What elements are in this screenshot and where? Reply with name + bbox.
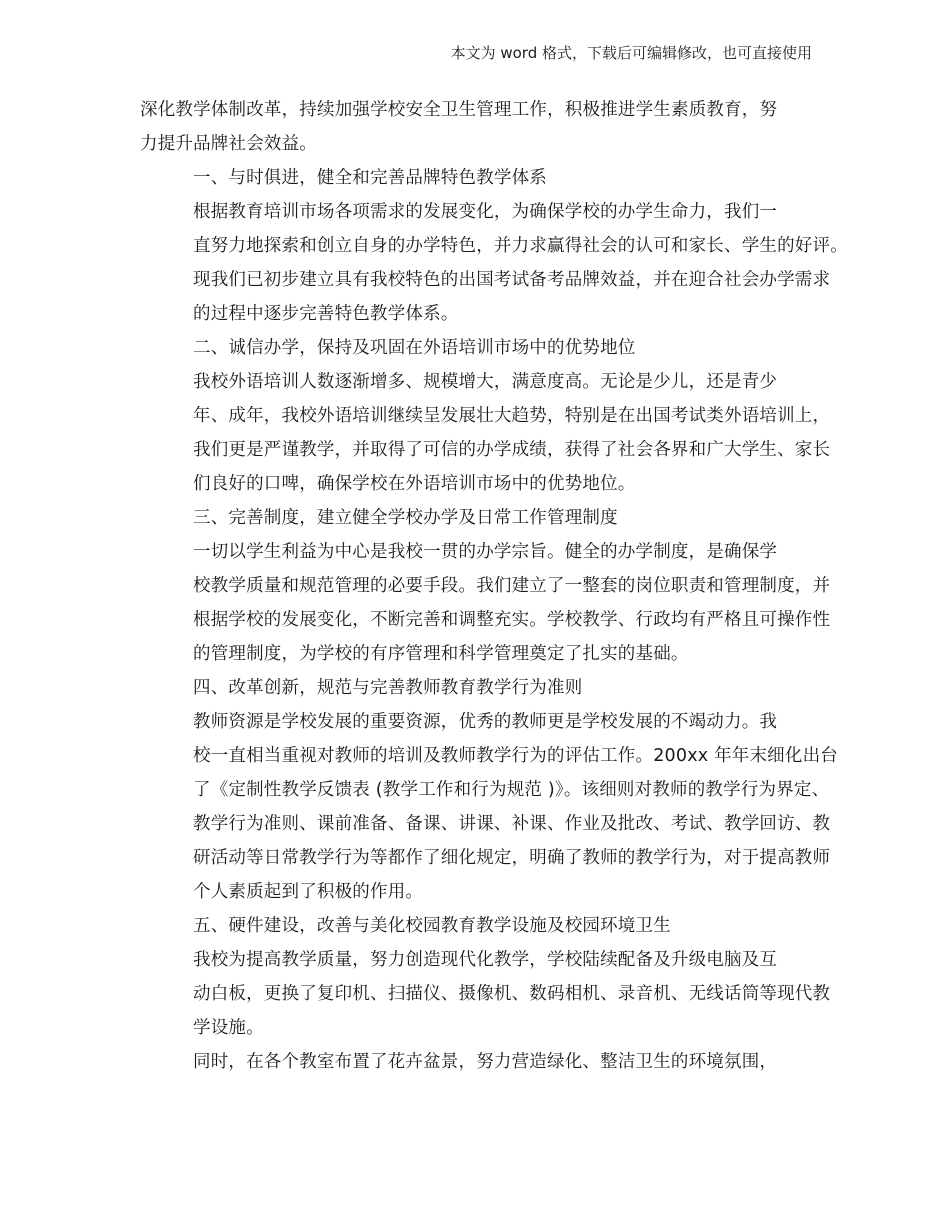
text-line: 动白板，更换了复印机、扫描仪、摄像机、数码相机、录音机、无线话筒等现代教 bbox=[193, 984, 831, 1004]
paragraph bbox=[140, 365, 830, 501]
paragraph bbox=[140, 331, 830, 365]
text-line: 深化教学体制改革，持续加强学校安全卫生管理工作，积极推进学生素质教育，努 bbox=[140, 100, 778, 120]
text-line: 了《定制性教学反馈表 (教学工作和行为规范 )》。该细则对教师的教学行为界定、 bbox=[193, 780, 830, 800]
text-line: 年、成年，我校外语培训继续呈发展壮大趋势，特别是在出国考试类外语培训上， bbox=[193, 406, 831, 426]
text-line: 我校为提高教学质量，努力创造现代化教学，学校陆续配备及升级电脑及互 bbox=[193, 950, 778, 970]
text-line: 三、完善制度，建立健全学校办学及日常工作管理制度 bbox=[193, 508, 618, 528]
paragraph bbox=[140, 943, 830, 1045]
paragraph bbox=[140, 195, 848, 331]
text-line: 的管理制度，为学校的有序管理和科学管理奠定了扎实的基础。 bbox=[193, 644, 689, 664]
paragraph bbox=[140, 909, 830, 943]
text-line: 五、硬件建设，改善与美化校园教育教学设施及校园环境卫生 bbox=[193, 916, 671, 936]
text-line: 我们更是严谨教学，并取得了可信的办学成绩，获得了社会各界和广大学生、家长 bbox=[193, 440, 831, 460]
text-line: 校一直相当重视对教师的培训及教师教学行为的评估工作。200xx 年年末细化出台 bbox=[193, 746, 838, 766]
header-note: 本文为 word 格式，下载后可编辑修改，也可直接使用 bbox=[450, 44, 812, 62]
paragraph bbox=[140, 705, 838, 909]
text-line: 根据学校的发展变化，不断完善和调整充实。学校教学、行政均有严格且可操作性 bbox=[193, 610, 831, 630]
text-line: 研活动等日常教学行为等都作了细化规定，明确了教师的教学行为，对于提高教师 bbox=[193, 848, 831, 868]
text-line: 教师资源是学校发展的重要资源，优秀的教师更是学校发展的不竭动力。我 bbox=[193, 712, 778, 732]
text-line: 我校外语培训人数逐渐增多、规模增大，满意度高。无论是少儿，还是青少 bbox=[193, 372, 778, 392]
text-line: 的过程中逐步完善特色教学体系。 bbox=[193, 304, 459, 324]
text-line: 同时，在各个教室布置了花卉盆景，努力营造绿化、整洁卫生的环境氛围， bbox=[193, 1052, 778, 1072]
text-line: 们良好的口啤，确保学校在外语培训市场中的优势地位。 bbox=[193, 474, 636, 494]
text-line: 教学行为准则、课前准备、备课、讲课、补课、作业及批改、考试、教学回访、教 bbox=[193, 814, 831, 834]
text-line: 四、改革创新，规范与完善教师教育教学行为准则 bbox=[193, 678, 583, 698]
paragraph bbox=[140, 1045, 830, 1079]
text-line: 一切以学生利益为中心是我校一贯的办学宗旨。健全的办学制度，是确保学 bbox=[193, 542, 778, 562]
text-line: 学设施。 bbox=[193, 1018, 264, 1038]
paragraph bbox=[140, 161, 830, 195]
paragraph bbox=[140, 501, 830, 535]
text-line: 个人素质起到了积极的作用。 bbox=[193, 882, 424, 902]
text-line: 根据教育培训市场各项需求的发展变化，为确保学校的办学生命力，我们一 bbox=[193, 202, 778, 222]
text-line: 力提升品牌社会效益。 bbox=[140, 134, 317, 154]
text-line: 一、与时俱进，健全和完善品牌特色教学体系 bbox=[193, 168, 547, 188]
paragraph bbox=[140, 535, 830, 671]
document-body bbox=[140, 93, 848, 1079]
text-line: 现我们已初步建立具有我校特色的出国考试备考品牌效益，并在迎合社会办学需求 bbox=[193, 270, 831, 290]
text-line: 校教学质量和规范管理的必要手段。我们建立了一整套的岗位职责和管理制度，并 bbox=[193, 576, 831, 596]
text-line: 直努力地探索和创立自身的办学特色，并力求赢得社会的认可和家长、学生的好评。 bbox=[193, 236, 848, 256]
paragraph bbox=[140, 671, 830, 705]
text-line: 二、诚信办学，保持及巩固在外语培训市场中的优势地位 bbox=[193, 338, 636, 358]
paragraph bbox=[140, 93, 830, 161]
